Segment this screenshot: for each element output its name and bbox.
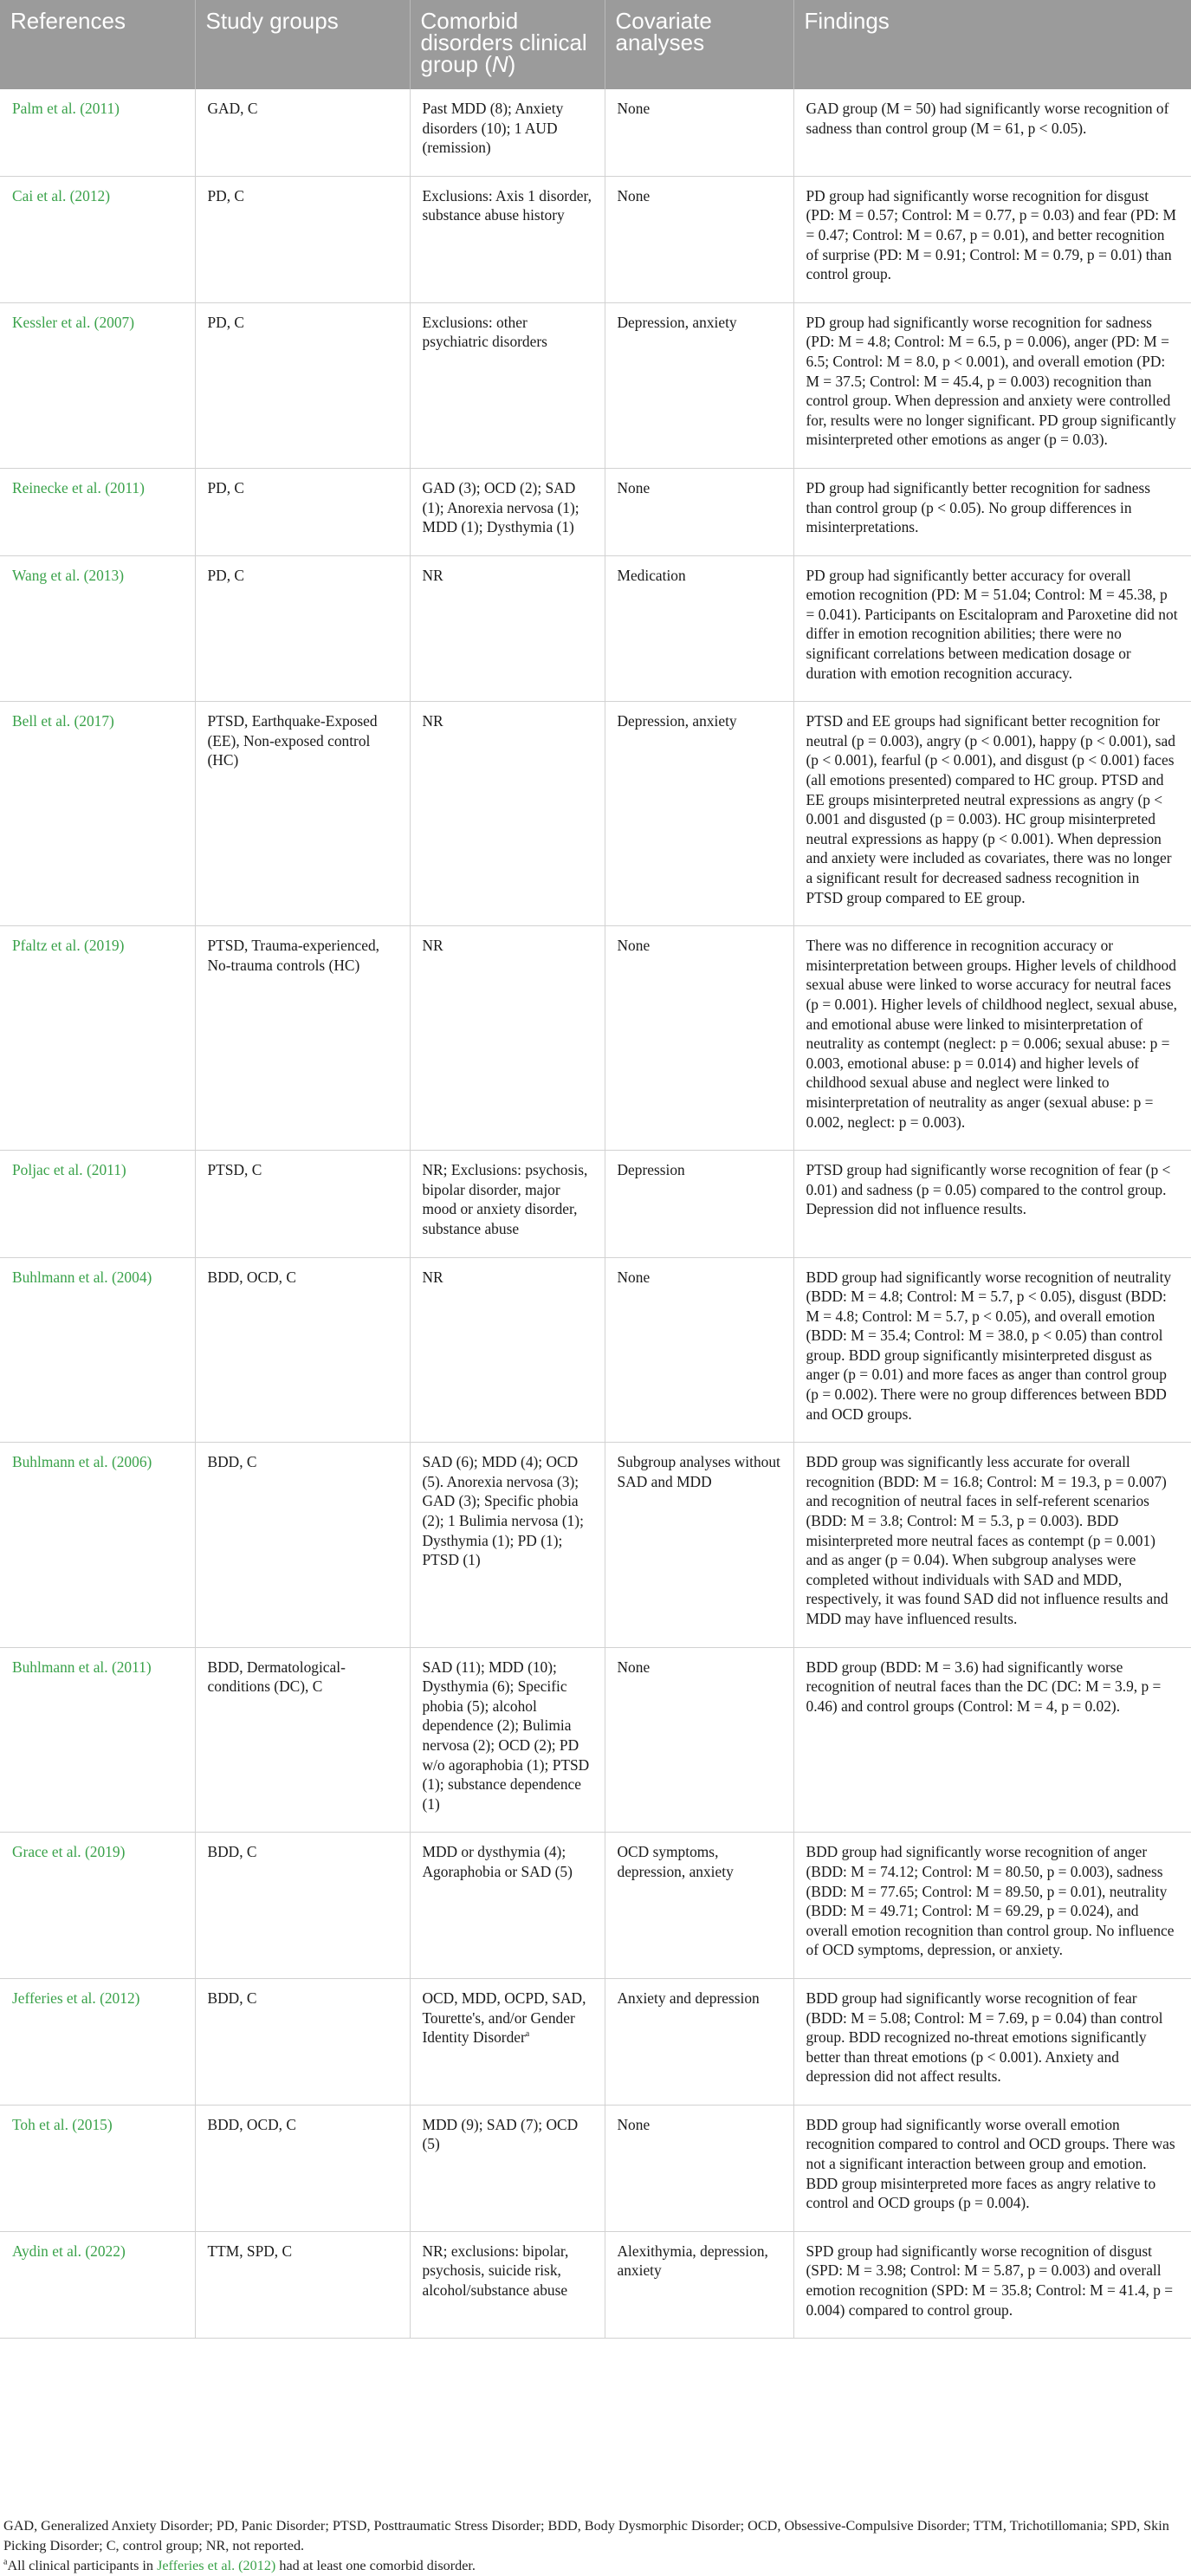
cell-reference-text[interactable]: Pfaltz et al. (2019) [12, 937, 125, 955]
header-findings: Findings [793, 0, 1191, 89]
cell-study-groups-text: BDD, C [207, 1989, 257, 2007]
cell-reference-text[interactable]: Toh et al. (2015) [12, 2115, 113, 2133]
cell-reference [0, 468, 195, 555]
cell-comorbid-text: NR; exclusions: bipolar, psychosis, suicide risk, alcohol/substance abuse [422, 2242, 569, 2300]
cell-comorbid [410, 926, 605, 1151]
cell-findings [793, 176, 1191, 302]
cell-covariate-text: None [617, 186, 651, 204]
cell-findings-text: SPD group had significantly worse recognition of disgust (SPD: M = 3.98; Control: M = 5.87, p = 0.003) and overall emotion recognition (SPD: M = 35.8; Control: M = 41.4, p = 0.004) compared to control group. [806, 2242, 1174, 2319]
footnote-text-post: had at least one comorbid disorder. [275, 2558, 476, 2573]
cell-findings-text: PTSD and EE groups had significant better recognition for neutral (p = 0.003), angry (p < 0.001), happy (p < 0.001), sad (p < 0.001), fearful (p < 0.001), and disgust (p < 0.001) faces (all emotions presented) compared to HC group. PTSD and EE groups misinterpreted neutral expressions as angry (p < 0.001 and disgusted (p = 0.003). HC group misinterpreted neutral expressions as happy (p < 0.001). When depression and anxiety were included as covariates, there was no longer a significant result for decreased sadness recognition in PTSD group compared to EE group. [806, 712, 1175, 906]
footnote-mark: a [525, 2029, 530, 2040]
table-row [0, 89, 1191, 176]
cell-comorbid-text: NR [422, 937, 443, 955]
cell-findings-text: PD group had significantly worse recognition for disgust (PD: M = 0.57; Control: M = 0.77, p = 0.03) and fear (PD: M = 0.47; Control: M = 0.67, p = 0.01), and better recognition of surprise (PD: M = 0.91; Control: M = 0.79, p = 0.01) than control group. [806, 186, 1176, 283]
table-row [0, 302, 1191, 468]
cell-reference-text[interactable]: Cai et al. (2012) [12, 186, 111, 204]
cell-covariate-text: None [617, 100, 651, 117]
cell-comorbid [410, 1151, 605, 1257]
cell-findings-text: BDD group (BDD: M = 3.6) had significantly worse recognition of neutral faces than the DC (DC: M = 3.9, p = 0.46) and control groups (Control: M = 4, p = 0.02). [806, 1658, 1162, 1715]
table-row [0, 1443, 1191, 1647]
cell-reference-text[interactable]: Aydin et al. (2022) [12, 2242, 126, 2260]
cell-findings-text: BDD group had significantly worse recognition of fear (BDD: M = 5.08; Control: M = 7.69, p = 0.04) than control group. BDD recognized no-threat emotions significantly better than threat emotions (p < 0.001). Anxiety and depression did not affect results. [806, 1989, 1163, 2086]
cell-reference [0, 1443, 195, 1647]
cell-covariate [605, 176, 793, 302]
cell-covariate-text: Depression, anxiety [617, 313, 737, 331]
cell-comorbid-text: Exclusions: Axis 1 disorder, substance abuse history [422, 186, 592, 224]
cell-covariate-text: None [617, 2115, 651, 2133]
cell-study-groups [195, 468, 410, 555]
cell-study-groups [195, 1647, 410, 1833]
cell-findings [793, 1257, 1191, 1443]
cell-study-groups-text: BDD, C [207, 1453, 257, 1471]
cell-findings-text: BDD group had significantly worse recognition of anger (BDD: M = 74.12; Control: M = 80.50, p = 0.003), sadness (BDD: M = 77.65; Control: M = 89.50, p = 0.01), neutrality (BDD: M = 49.71; Control: M = 69.29, p = 0.024), and overall emotion recognition than control group. No influence of OCD symptoms, depression, or anxiety. [806, 1843, 1175, 1959]
cell-comorbid [410, 89, 605, 176]
cell-findings-text: BDD group had significantly worse recognition of neutrality (BDD: M = 4.8; Control: M = 5.7, p < 0.05), disgust (BDD: M = 4.8; Control: M = 5.7, p < 0.05), and overall emotion (BDD: M = 35.4; Control: M = 38.0, p < 0.05) than control group. BDD group significantly misinterpreted disgust as anger (p = 0.01) and more faces as anger than control group (p = 0.002). There were no group differences between BDD and OCD groups. [806, 1268, 1172, 1423]
cell-comorbid [410, 1833, 605, 1979]
header-study-groups: Study groups [195, 0, 410, 89]
cell-reference [0, 302, 195, 468]
cell-study-groups [195, 702, 410, 926]
header-comorbid-close: ) [508, 51, 516, 77]
cell-reference-text[interactable]: Palm et al. (2011) [12, 100, 120, 117]
cell-covariate-text: Medication [617, 566, 686, 584]
cell-study-groups [195, 926, 410, 1151]
cell-findings [793, 702, 1191, 926]
cell-findings [793, 1647, 1191, 1833]
cell-reference-text[interactable]: Jefferies et al. (2012) [12, 1989, 140, 2007]
cell-comorbid [410, 2105, 605, 2231]
header-comorbid [410, 0, 605, 89]
cell-comorbid-text: MDD (9); SAD (7); OCD (5) [422, 2115, 579, 2153]
cell-study-groups [195, 302, 410, 468]
footnote-reference-link[interactable]: Jefferies et al. (2012) [157, 2558, 276, 2573]
cell-study-groups [195, 176, 410, 302]
table-footnotes [0, 2511, 1191, 2576]
cell-findings [793, 1443, 1191, 1647]
cell-covariate [605, 89, 793, 176]
cell-reference-text[interactable]: Buhlmann et al. (2006) [12, 1453, 152, 1471]
cell-findings [793, 89, 1191, 176]
cell-comorbid [410, 468, 605, 555]
cell-study-groups-text: PD, C [207, 313, 245, 331]
cell-comorbid-text: NR; Exclusions: psychosis, bipolar disorder, major mood or anxiety disorder, substance abuse [422, 1161, 588, 1237]
table-body [0, 89, 1191, 2339]
cell-study-groups [195, 1978, 410, 2105]
cell-covariate [605, 702, 793, 926]
cell-comorbid-text: GAD (3); OCD (2); SAD (1); Anorexia nervosa (1); MDD (1); Dysthymia (1) [422, 478, 579, 536]
cell-covariate [605, 1151, 793, 1257]
header-row [0, 0, 1191, 89]
cell-reference [0, 555, 195, 702]
table-row [0, 2105, 1191, 2231]
cell-reference [0, 1833, 195, 1979]
cell-findings-text: PTSD group had significantly worse recognition of fear (p < 0.01) and sadness (p = 0.05) compared to the control group. Depression did not influence results. [806, 1161, 1171, 1218]
cell-covariate [605, 1647, 793, 1833]
cell-comorbid [410, 1647, 605, 1833]
cell-findings-text: PD group had significantly better recognition for sadness than control group (p < 0.05). No group differences in misinterpretations. [806, 478, 1150, 536]
cell-comorbid-text: MDD or dysthymia (4); Agoraphobia or SAD (5) [422, 1843, 573, 1880]
header-references: References [0, 0, 195, 89]
table-row [0, 555, 1191, 702]
cell-comorbid [410, 2231, 605, 2338]
cell-findings [793, 555, 1191, 702]
cell-study-groups [195, 89, 410, 176]
cell-study-groups-text: BDD, OCD, C [207, 1268, 296, 1286]
cell-reference-text[interactable]: Wang et al. (2013) [12, 566, 124, 584]
cell-findings-text: GAD group (M = 50) had significantly worse recognition of sadness than control group (M = 61, p < 0.05). [806, 100, 1169, 137]
cell-comorbid-text: Past MDD (8); Anxiety disorders (10); 1 AUD (remission) [422, 100, 564, 157]
cell-comorbid [410, 1443, 605, 1647]
cell-covariate-text: None [617, 1658, 651, 1676]
cell-findings-text: There was no difference in recognition accuracy or misinterpretation between groups. Higher levels of childhood sexual abuse were linked to worse accuracy for neutral faces (p = 0.001). Higher levels of childhood neglect, sexual abuse, and emotional abuse were linked to misinterpretation of neutrality as contempt (neglect: p = 0.006; sexual abuse: p = 0.003, emotional abuse: p = 0.014) and higher levels of childhood sexual abuse and neglect were linked to misinterpretation of neutrality as anger (sexual abuse: p = 0.002, neglect: p = 0.003). [806, 937, 1178, 1131]
cell-reference [0, 2231, 195, 2338]
table-row [0, 1647, 1191, 1833]
cell-covariate-text: Alexithymia, depression, anxiety [617, 2242, 768, 2280]
cell-findings [793, 1833, 1191, 1979]
cell-comorbid-text: NR [422, 712, 443, 730]
table-row [0, 1151, 1191, 1257]
cell-findings [793, 2105, 1191, 2231]
cell-reference [0, 702, 195, 926]
cell-covariate-text: None [617, 937, 651, 955]
cell-covariate-text: None [617, 478, 651, 496]
cell-covariate [605, 468, 793, 555]
table-row [0, 926, 1191, 1151]
cell-covariate [605, 2105, 793, 2231]
cell-comorbid-text: Exclusions: other psychiatric disorders [422, 313, 547, 351]
cell-reference-text[interactable]: Reinecke et al. (2011) [12, 478, 145, 496]
cell-covariate-text: OCD symptoms, depression, anxiety [617, 1843, 734, 1880]
cell-comorbid-text: SAD (11); MDD (10); Dysthymia (6); Specific phobia (5); alcohol dependence (2); Bulimia nervosa (2); OCD (2); PD w/o agoraphobia (1); PTSD (1); substance dependence (1) [422, 1658, 590, 1813]
cell-comorbid [410, 1978, 605, 2105]
cell-comorbid [410, 1257, 605, 1443]
cell-study-groups [195, 1257, 410, 1443]
cell-findings [793, 1978, 1191, 2105]
cell-reference [0, 1151, 195, 1257]
cell-reference [0, 176, 195, 302]
cell-covariate [605, 1257, 793, 1443]
cell-study-groups-text: BDD, C [207, 1843, 257, 1861]
cell-covariate [605, 302, 793, 468]
cell-reference [0, 926, 195, 1151]
header-covariate: Covariate analyses [605, 0, 793, 89]
cell-findings-text: PD group had significantly worse recognition for sadness (PD: M = 4.8; Control: M = 6.5, p = 0.006), anger (PD: M = 6.5; Control: M = 8.0, p < 0.001), and overall emotion (PD: M = 37.5; Control: M = 45.4, p = 0.003) recognition than control group. When depression and anxiety were controlled for, results were no longer significant. PD group significantly misinterpreted other emotions as anger (p = 0.03). [806, 313, 1176, 449]
cell-study-groups [195, 2105, 410, 2231]
cell-reference [0, 1647, 195, 1833]
table-row [0, 468, 1191, 555]
cell-reference [0, 89, 195, 176]
cell-covariate [605, 926, 793, 1151]
cell-covariate [605, 1833, 793, 1979]
cell-findings-text: BDD group had significantly worse overall emotion recognition compared to control and OCD groups. There was not a significant interaction between group and emotion. BDD group misinterpreted more faces as angry relative to control and OCD groups (p = 0.004). [806, 2115, 1175, 2212]
cell-study-groups [195, 555, 410, 702]
cell-study-groups-text: TTM, SPD, C [207, 2242, 293, 2260]
cell-covariate-text: Anxiety and depression [617, 1989, 760, 2007]
cell-study-groups [195, 2231, 410, 2338]
header-comorbid-n: N [491, 51, 508, 77]
cell-reference-text[interactable]: Poljac et al. (2011) [12, 1161, 126, 1179]
cell-findings [793, 1151, 1191, 1257]
cell-comorbid-text: NR [422, 566, 443, 584]
cell-study-groups-text: PD, C [207, 186, 245, 204]
cell-covariate [605, 2231, 793, 2338]
cell-covariate [605, 1978, 793, 2105]
cell-comorbid [410, 555, 605, 702]
footnote-mark: a [3, 2557, 8, 2567]
cell-findings [793, 468, 1191, 555]
table-header [0, 0, 1191, 89]
cell-study-groups-text: PTSD, C [207, 1161, 262, 1179]
cell-covariate-text: Depression, anxiety [617, 712, 737, 730]
cell-comorbid [410, 176, 605, 302]
table-row [0, 1978, 1191, 2105]
cell-study-groups-text: BDD, Dermatological-conditions (DC), C [207, 1658, 346, 1696]
cell-study-groups-text: BDD, OCD, C [207, 2115, 296, 2133]
cell-study-groups-text: PD, C [207, 478, 245, 496]
cell-study-groups-text: PTSD, Earthquake-Exposed (EE), Non-exposed control (HC) [207, 712, 378, 769]
cell-study-groups-text: PTSD, Trauma-experienced, No-trauma controls (HC) [207, 937, 380, 974]
cell-reference [0, 2105, 195, 2231]
cell-comorbid-text: NR [422, 1268, 443, 1286]
cell-study-groups-text: GAD, C [207, 100, 258, 117]
cell-reference-text[interactable]: Buhlmann et al. (2011) [12, 1658, 152, 1676]
cell-comorbid-text: OCD, MDD, OCPD, SAD, Tourette's, and/or Gender Identity Disorder [422, 1989, 586, 2047]
cell-covariate [605, 555, 793, 702]
comorbidity-note [3, 2556, 1188, 2576]
cell-reference-text[interactable]: Bell et al. (2017) [12, 712, 114, 730]
table-row [0, 1257, 1191, 1443]
cell-reference-text[interactable]: Kessler et al. (2007) [12, 313, 135, 331]
table-row [0, 2231, 1191, 2338]
cell-comorbid [410, 702, 605, 926]
table-row [0, 1833, 1191, 1979]
cell-study-groups-text: PD, C [207, 566, 245, 584]
cell-findings-text: PD group had significantly better accuracy for overall emotion recognition (PD: M = 51.04; Control: M = 45.38, p = 0.041). Participants on Escitalopram and Paroxetine did not differ in emotion recognition abilities; there were no significant correlations between medication dosage or duration with emotion recognition accuracy. [806, 566, 1178, 682]
cell-covariate-text: None [617, 1268, 651, 1286]
table-row [0, 702, 1191, 926]
cell-findings [793, 2231, 1191, 2338]
cell-study-groups [195, 1151, 410, 1257]
cell-study-groups [195, 1833, 410, 1979]
cell-study-groups [195, 1443, 410, 1647]
header-comorbid-label: Comorbid disorders clinical group ( [420, 8, 587, 77]
table-row [0, 176, 1191, 302]
cell-findings [793, 302, 1191, 468]
cell-covariate-text: Depression [617, 1161, 685, 1179]
footnote-text-pre: All clinical participants in [7, 2558, 158, 2573]
cell-reference-text[interactable]: Grace et al. (2019) [12, 1843, 126, 1861]
cell-covariate-text: Subgroup analyses without SAD and MDD [617, 1453, 780, 1490]
cell-comorbid [410, 302, 605, 468]
cell-findings-text: BDD group was significantly less accurate for overall recognition (BDD: M = 16.8; Control: M = 19.3, p = 0.007) and recognition of neutral faces in self-referent scenarios (BDD: M = 3.8; Control: M = 5.3, p = 0.003). BDD misinterpreted more neutral faces as contempt (p = 0.001) and as anger (p = 0.04). When subgroup analyses were completed without individuals with SAD and MDD, respectively, it was found SAD did not influence results and MDD may have influenced results. [806, 1453, 1168, 1627]
cell-reference-text[interactable]: Buhlmann et al. (2004) [12, 1268, 152, 1286]
abbreviations-note: GAD, Generalized Anxiety Disorder; PD, Panic Disorder; PTSD, Posttraumatic Stress Disorder; BDD, Body Dysmorphic Disorder; OCD, Obsessive-Compulsive Disorder; TTM, Trichotillomania; SPD, Skin Picking Disorder; C, control group; NR, not reported. [3, 2518, 1169, 2553]
cell-reference [0, 1257, 195, 1443]
cell-reference [0, 1978, 195, 2105]
cell-findings [793, 926, 1191, 1151]
cell-covariate [605, 1443, 793, 1647]
cell-comorbid-text: SAD (6); MDD (4); OCD (5). Anorexia nervosa (3); GAD (3); Specific phobia (2); 1 Bulimia nervosa (1); Dysthymia (1); PD (1); PTSD (1) [422, 1453, 584, 1569]
